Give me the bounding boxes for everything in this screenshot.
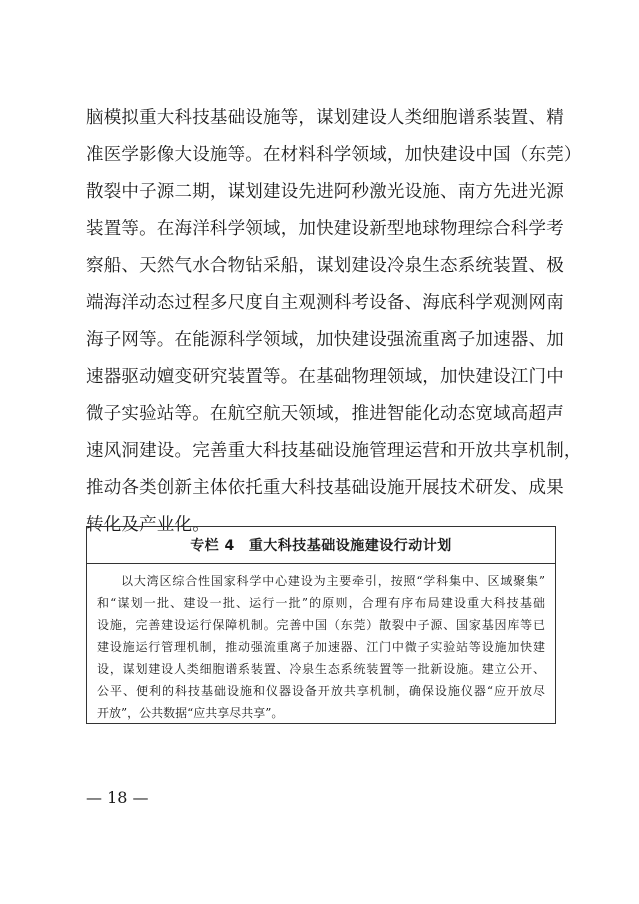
body-line: 端海洋动态过程多尺度自主观测科考设备、海底科学观测网南: [86, 293, 564, 313]
body-line: 装置等。在海洋科学领域，加快建设新型地球物理综合科学考: [86, 219, 564, 239]
body-line: 速器驱动嬗变研究装置等。在基础物理领域，加快建设江门中: [86, 367, 564, 387]
body-line: 海子网等。在能源科学领域，加快建设强流重离子加速器、加: [86, 330, 564, 350]
page-number: — 18 —: [86, 788, 149, 807]
column-box-body: [87, 564, 555, 724]
column-box-number: 专栏 4: [190, 538, 235, 554]
body-paragraph: [86, 100, 582, 544]
body-line: 察船、天然气水合物钻采船，谋划建设冷泉生态系统装置、极: [86, 256, 564, 276]
body-line: 速风洞建设。完善重大科技基础设施管理运营和开放共享机制，: [86, 441, 582, 461]
column-box-line: 设施，完善建设运行保障机制。完善中国（东莞）散裂中子源、国家基因库等已: [97, 618, 545, 632]
body-line: 散裂中子源二期，谋划建设先进阿秒激光设施、南方先进光源: [86, 182, 564, 202]
column-box: [86, 526, 556, 724]
column-box-line: 设，谋划建设人类细胞谱系装置、冷泉生态系统装置等一批新设施。建立公开、: [97, 662, 545, 676]
column-box-line: 建设施运行管理机制，推动强流重离子加速器、江门中微子实验站等设施加快建: [97, 640, 545, 654]
column-box-heading: 重大科技基础设施建设行动计划: [248, 538, 452, 554]
column-box-line: 开放”，公共数据“应共享尽共享”。: [97, 706, 284, 720]
column-box-line: 和“谋划一批、建设一批、运行一批”的原则，合理有序布局建设重大科技基础: [97, 596, 545, 610]
body-line: 推动各类创新主体依托重大科技基础设施开展技术研发、成果: [86, 478, 564, 498]
body-line: 微子实验站等。在航空航天领域，推进智能化动态宽域高超声: [86, 404, 564, 424]
body-line: 转化及产业化。: [86, 515, 210, 535]
column-box-line: 公平、便利的科技基础设施和仪器设备开放共享机制，确保设施仪器“应开放尽: [97, 684, 545, 698]
body-line: 脑模拟重大科技基础设施等，谋划建设人类细胞谱系装置、精: [86, 108, 564, 128]
column-box-title: [87, 527, 555, 564]
body-line: 准医学影像大设施等。在材料科学领域，加快建设中国（东莞）: [86, 145, 582, 165]
column-box-line: 以大湾区综合性国家科学中心建设为主要牵引，按照“学科集中、区域聚集”: [121, 574, 545, 588]
